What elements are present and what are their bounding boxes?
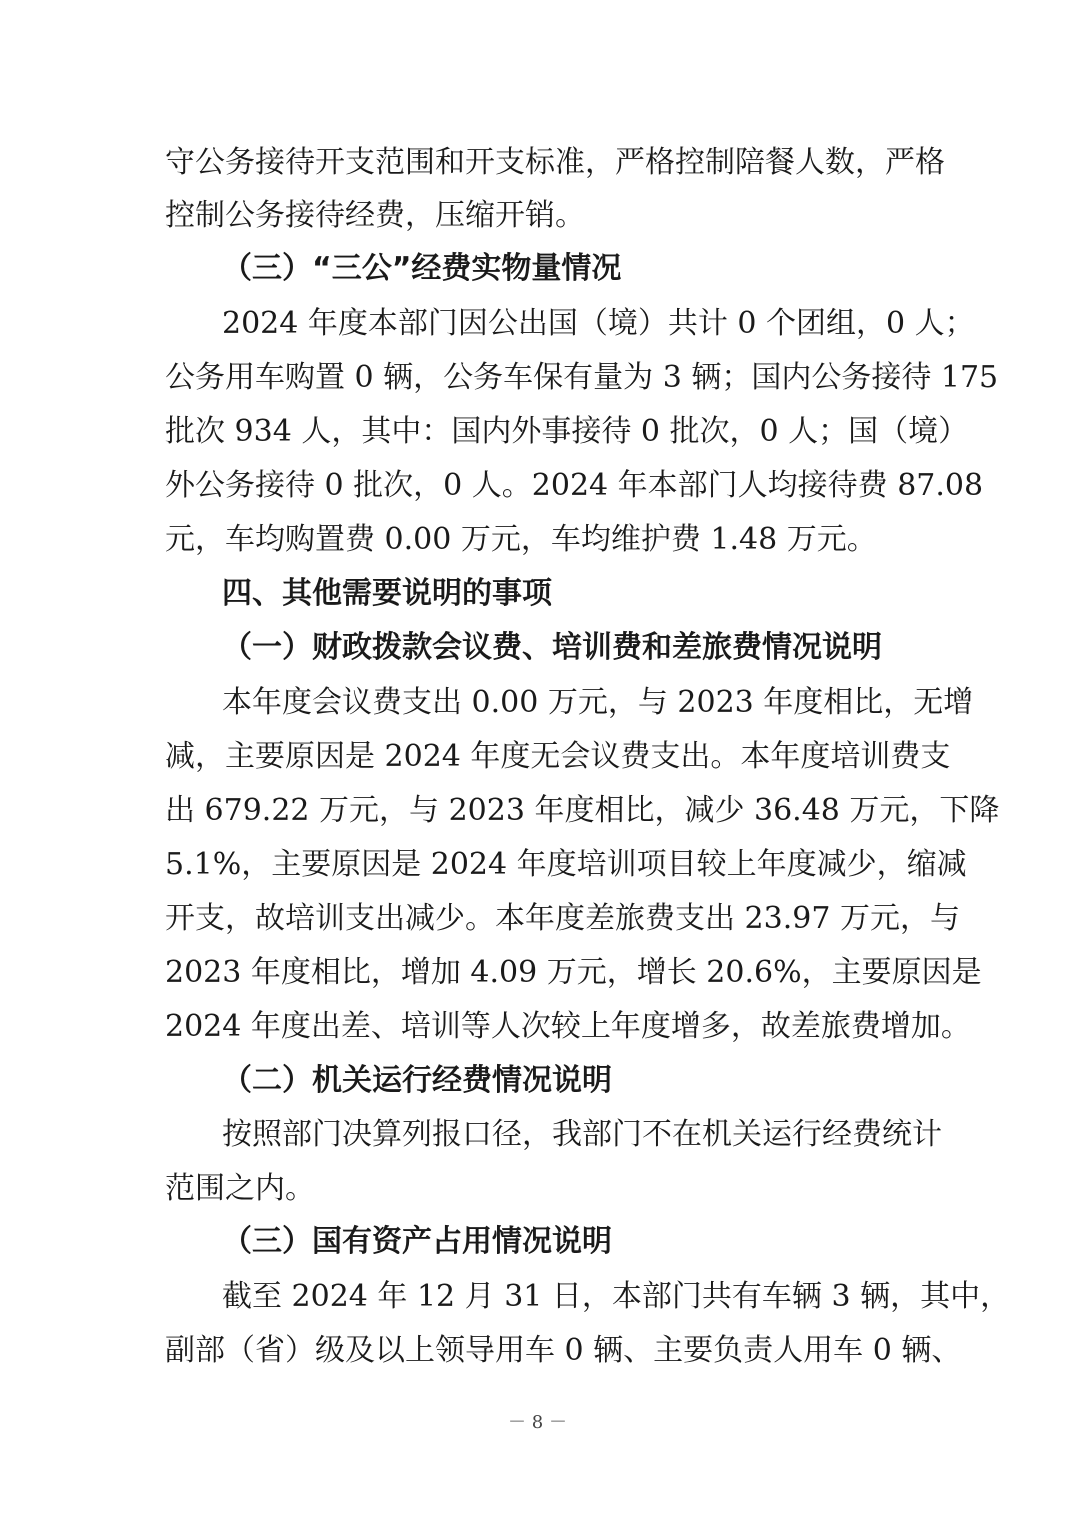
body-text-line: 出 679.22 万元，与 2023 年度相比，减少 36.48 万元，下降	[165, 793, 1000, 828]
body-text-line: 元，车均购置费 0.00 万元，车均维护费 1.48 万元。	[165, 522, 877, 557]
body-text-line: 本年度会议费支出 0.00 万元，与 2023 年度相比，无增	[222, 685, 974, 720]
body-text-line: 5.1%，主要原因是 2024 年度培训项目较上年度减少，缩减	[165, 847, 967, 882]
page-number: － 8 －	[508, 1412, 567, 1433]
body-text-line: 副部（省）级及以上领导用车 0 辆、主要负责人用车 0 辆、	[165, 1333, 962, 1368]
body-text-line: 开支，故培训支出减少。本年度差旅费支出 23.97 万元，与	[165, 901, 960, 936]
section-heading-state-assets: （三）国有资产占用情况说明	[222, 1224, 612, 1259]
body-text-line: 范围之内。	[165, 1171, 315, 1206]
section-heading-meeting-training-travel: （一）财政拨款会议费、培训费和差旅费情况说明	[222, 630, 882, 665]
body-text-line: 减，主要原因是 2024 年度无会议费支出。本年度培训费支	[165, 739, 951, 774]
body-text-line: 2023 年度相比，增加 4.09 万元，增长 20.6%，主要原因是	[165, 955, 982, 990]
section-heading-official-expense-quantity: （三）“三公”经费实物量情况	[222, 251, 622, 286]
section-heading-other-matters: 四、其他需要说明的事项	[222, 576, 552, 611]
body-text-line: 守公务接待开支范围和开支标准，严格控制陪餐人数，严格	[165, 145, 945, 180]
body-text-line: 截至 2024 年 12 月 31 日，本部门共有车辆 3 辆，其中，	[222, 1279, 1011, 1314]
body-text-line: 外公务接待 0 批次，0 人。2024 年本部门人均接待费 87.08	[165, 468, 984, 503]
body-text-line: 批次 934 人，其中：国内外事接待 0 批次，0 人；国（境）	[165, 414, 969, 449]
section-heading-operating-expenses: （二）机关运行经费情况说明	[222, 1063, 612, 1098]
body-text-line: 公务用车购置 0 辆，公务车保有量为 3 辆；国内公务接待 175	[165, 360, 999, 395]
body-text-line: 控制公务接待经费，压缩开销。	[165, 198, 585, 233]
body-text-line: 2024 年度出差、培训等人次较上年度增多，故差旅费增加。	[165, 1009, 971, 1044]
body-text-line: 按照部门决算列报口径，我部门不在机关运行经费统计	[222, 1117, 942, 1152]
body-text-line: 2024 年度本部门因公出国（境）共计 0 个团组，0 人；	[222, 306, 975, 341]
